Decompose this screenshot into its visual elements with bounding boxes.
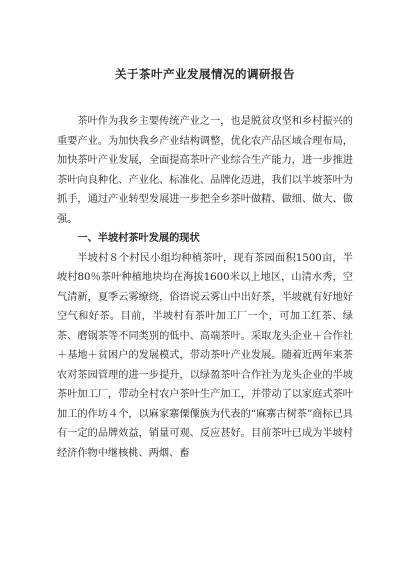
section-paragraph: 半坡村８个村民小组均种植茶叶，现有茶园面积1500亩，半坡村80％茶叶种植地块均在海拔1600米以上地区，山清水秀，空气清新，夏季云雾缭绕，俗语说云雾山中出好茶，半坡就有好地好空气和好茶。目前，半坡村有茶叶加工厂一个，可加工红茶、绿茶、磨锅茶等不同类别的低中、高端茶叶。采取龙头企业＋合作社＋基地＋贫困户的发展模式，带动茶叶产业发展。随着近两年来茶农对茶园管理的进一步提升，以绿盈茶叶合作社为龙头企业的半坡茶叶加工厂，带动全村农户茶叶生产加工，并带动了以家庭式茶叶加工的作坊４个，以麻家寨傈僳族为代表的“麻寨古树茶”商标已具有一定的品牌效益，销量可观、反应甚好。目前茶叶已成为半坡村经济作物中继核桃、两烟、畜 [57,252,353,459]
document-title: 关于茶叶产业发展情况的调研报告 [115,67,295,81]
document-body [57,112,353,463]
section-heading: 一、半坡村茶叶发展的现状 [77,233,200,244]
intro-paragraph: 茶叶作为我乡主要传统产业之一，也是脱贫攻坚和乡村振兴的重要产业。为加快我乡产业结构调整，优化农产品区域合理布局，加快茶叶产业发展，全面提高茶叶产业综合生产能力，进一步推进茶叶向良种化、产业化、标准化、品牌化迈进，我们以半坡茶叶为抓手，通过产业转型发展进一步把全乡茶叶做精、做细、做大、做强。 [57,116,353,225]
